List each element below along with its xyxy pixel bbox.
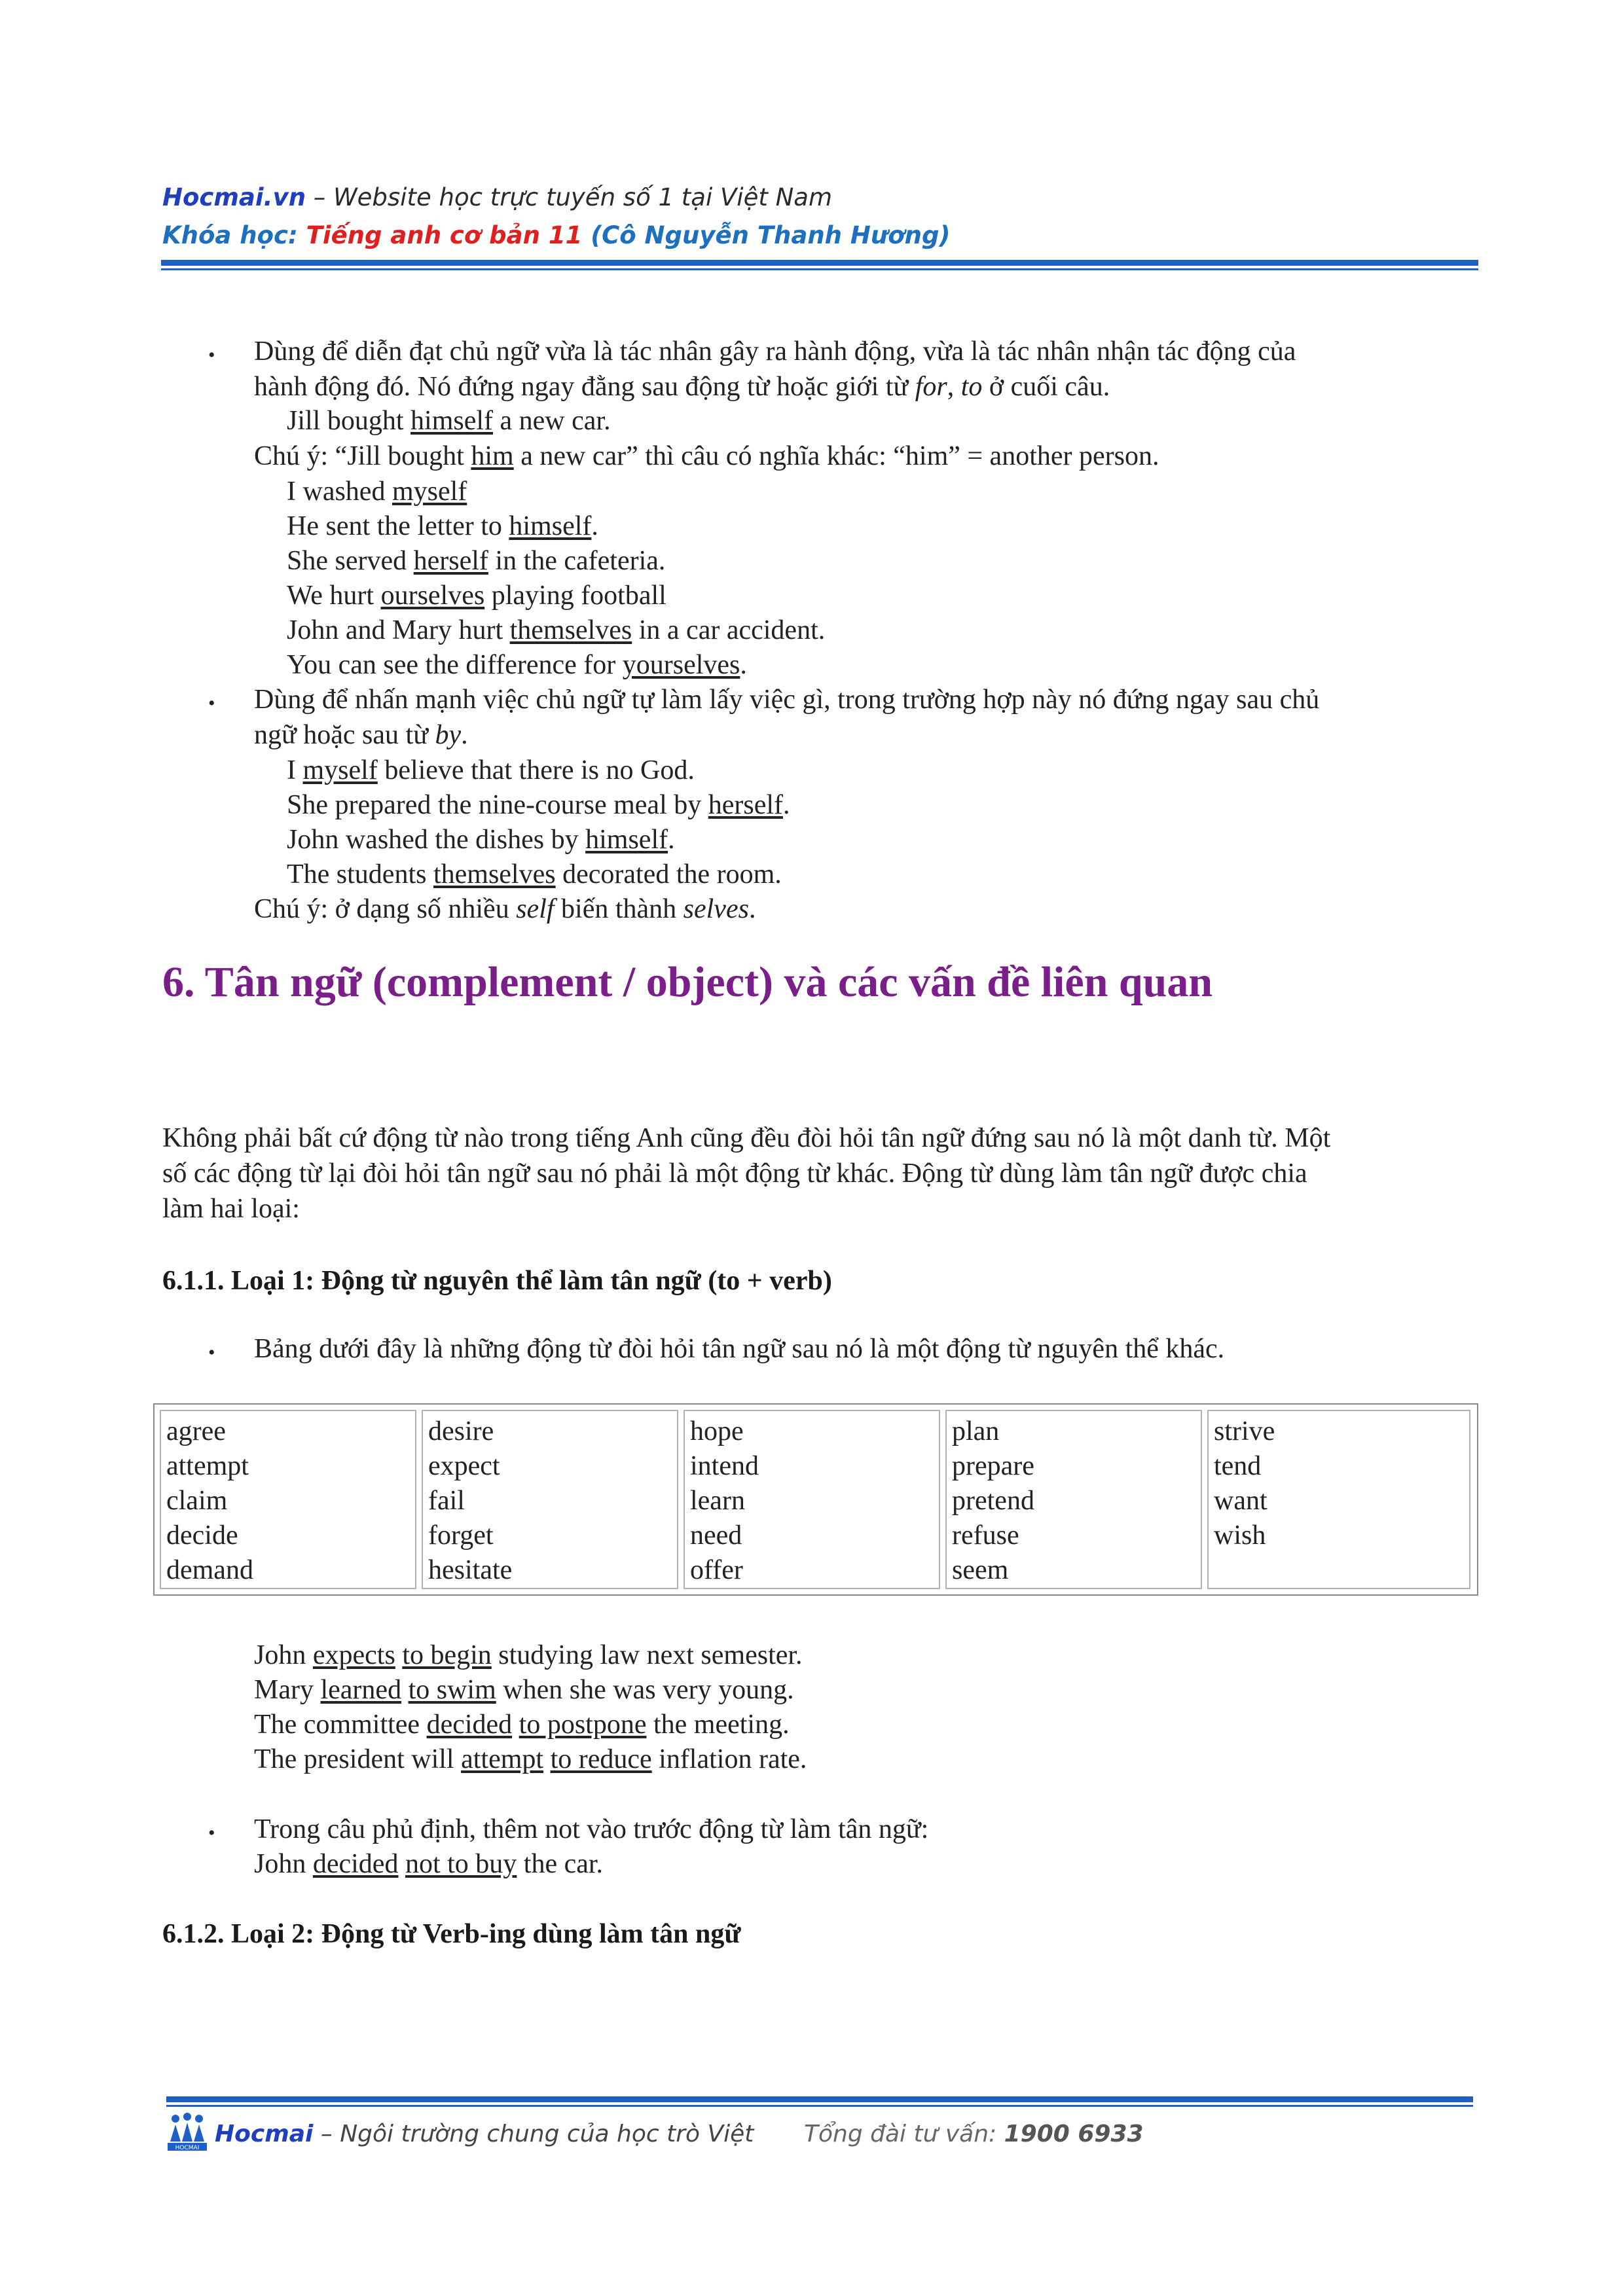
text-run: . [740, 650, 747, 680]
verb-cell: need [690, 1520, 742, 1551]
underlined-word: himself [585, 825, 668, 855]
underlined-verb: attempt [461, 1744, 544, 1774]
text-run: The president will [254, 1744, 462, 1774]
section-6-heading: 6. Tân ngữ (complement / object) và các vấn đề liên quan [162, 958, 1213, 1006]
verb-cell: forget [428, 1520, 494, 1551]
underlined-infinitive: to swim [408, 1675, 496, 1705]
underlined-word: herself [413, 546, 488, 576]
intro-line-3: làm hai loại: [162, 1194, 300, 1224]
verb-cell: offer [690, 1555, 743, 1585]
bullet2-line1: Dùng để nhấn mạnh việc chủ ngữ tự làm lấy việc gì, trong trường hợp này nó đứng ngay sau chủ [254, 685, 1320, 715]
logo-text: HOCMAI [175, 2145, 200, 2151]
footer-brand: Hocmai [215, 2121, 314, 2147]
underlined-word: myself [302, 755, 378, 785]
verb-cell: hesitate [428, 1555, 513, 1585]
text-run: . [783, 790, 790, 820]
verb-column [1207, 1410, 1470, 1589]
verb-cell: refuse [952, 1520, 1019, 1551]
italic-for: for [915, 372, 947, 402]
text-run: I washed [287, 476, 392, 507]
text-run: Jill bought [287, 406, 411, 436]
underlined-verb: learned [320, 1675, 402, 1705]
header-course-name: Tiếng anh cơ bản 11 [306, 221, 583, 249]
verb-cell: expect [428, 1451, 500, 1481]
header-line-1 [162, 183, 832, 211]
text-run [395, 1640, 403, 1670]
verb-cell: learn [690, 1486, 745, 1516]
text-run: John [254, 1849, 313, 1879]
bullet-icon: • [208, 692, 215, 714]
text-run: John and Mary hurt [287, 615, 510, 645]
note-2 [254, 895, 756, 923]
verb-cell: strive [1214, 1416, 1275, 1446]
verb-cell: tend [1214, 1451, 1262, 1481]
text-run: . [461, 720, 468, 750]
text-run: playing football [484, 581, 666, 611]
text-run: decorated the room. [555, 859, 782, 889]
underlined-verb: decided [312, 1849, 399, 1879]
verb-column [684, 1410, 940, 1589]
header-rule-thin [161, 268, 1478, 270]
underlined-word: himself [509, 511, 592, 541]
verb-cell: pretend [952, 1486, 1034, 1516]
underlined-word: himself [410, 406, 494, 436]
hotline-label: Tổng đài tư vấn: [804, 2121, 1004, 2147]
text-run: inflation rate. [651, 1744, 807, 1774]
underlined-word: yourselves [622, 650, 740, 680]
text-run [543, 1744, 551, 1774]
verb-column [422, 1410, 678, 1589]
underlined-infinitive: to postpone [519, 1710, 647, 1740]
example-2 [287, 478, 467, 505]
underlined-infinitive: to begin [402, 1640, 492, 1670]
text-run: the meeting. [646, 1710, 790, 1740]
verb-cell: prepare [952, 1451, 1034, 1481]
underlined-word: themselves [433, 859, 556, 889]
footer-left [215, 2121, 754, 2147]
example-8 [287, 757, 695, 784]
example-16 [254, 1850, 603, 1878]
verb-cell: decide [166, 1520, 238, 1551]
text-run: She served [287, 546, 414, 576]
header-line-2 [162, 221, 950, 249]
verb-cell: intend [690, 1451, 759, 1481]
verb-column [945, 1410, 1202, 1589]
bullet3-text: Bảng dưới đây là những động từ đòi hỏi tân ngữ sau nó là một động từ nguyên thể khác. [254, 1334, 1225, 1364]
underlined-word: myself [392, 476, 467, 507]
text-run: hành động đó. Nó đứng ngay đằng sau động từ hoặc giới từ [254, 372, 915, 402]
text-run: John [254, 1640, 313, 1670]
example-12 [254, 1641, 803, 1669]
text-run [512, 1710, 519, 1740]
header-brand: Hocmai.vn [162, 183, 306, 211]
text-run: , [947, 372, 961, 402]
underlined-verb: decided [426, 1710, 513, 1740]
text-run: Chú ý: “Jill bought [254, 441, 471, 471]
bullet-icon: • [208, 1342, 215, 1363]
text-run: a new car. [493, 406, 611, 436]
text-run: ở cuối câu. [982, 372, 1110, 402]
example-6 [287, 617, 825, 644]
text-run: believe that there is no God. [377, 755, 695, 785]
text-run: Chú ý: ở dạng số nhiều [254, 894, 517, 924]
example-10 [287, 826, 675, 853]
text-run: . [591, 511, 598, 541]
text-run: The committee [254, 1710, 427, 1740]
header-course-label: Khóa học: [162, 221, 306, 249]
example-11 [287, 861, 782, 888]
verb-cell: attempt [166, 1451, 249, 1481]
text-run [401, 1675, 409, 1705]
verb-cell: demand [166, 1555, 253, 1585]
underlined-word: herself [708, 790, 784, 820]
verb-cell: fail [428, 1486, 465, 1516]
italic-selves: selves [683, 894, 749, 924]
text-run [398, 1849, 405, 1879]
underlined-verb: expects [312, 1640, 395, 1670]
example-4 [287, 547, 665, 575]
text-run: when she was very young. [496, 1675, 794, 1705]
underlined-word: ourselves [380, 581, 485, 611]
subheading-6-1-2: 6.1.2. Loại 2: Động từ Verb-ing dùng làm tân ngữ [162, 1919, 741, 1949]
italic-to: to [960, 372, 983, 402]
header-rule-thick [161, 260, 1478, 266]
text-run: He sent the letter to [287, 511, 509, 541]
text-run: We hurt [287, 581, 381, 611]
bullet-icon: • [208, 344, 215, 366]
text-run: . [748, 894, 756, 924]
text-run: the car. [517, 1849, 604, 1879]
footer-rule-thin [166, 2105, 1473, 2107]
footer-rule-thick [166, 2096, 1473, 2102]
text-run: in a car accident. [632, 615, 826, 645]
bullet-icon: • [208, 1822, 215, 1844]
example-9 [287, 791, 790, 819]
example-15 [254, 1746, 807, 1773]
verb-column [160, 1410, 416, 1589]
text-run: a new car” thì câu có nghĩa khác: “him” = another person. [513, 441, 1159, 471]
underlined-word: themselves [509, 615, 632, 645]
header-teacher: (Cô Nguyễn Thanh Hương) [582, 221, 951, 249]
header-tagline: – Website học trực tuyến số 1 tại Việt Nam [306, 183, 833, 211]
text-run: John washed the dishes by [287, 825, 586, 855]
underlined-infinitive: not to buy [405, 1849, 517, 1879]
example-7 [287, 651, 747, 679]
intro-line-1: Không phải bất cứ động từ nào trong tiếng Anh cũng đều đòi hỏi tân ngữ đứng sau nó là một danh từ. Một [162, 1123, 1331, 1153]
italic-self: self [516, 894, 555, 924]
verb-cell: wish [1214, 1520, 1266, 1551]
text-run: I [287, 755, 303, 785]
note-1 [254, 442, 1159, 470]
text-run: You can see the difference for [287, 650, 623, 680]
example-13 [254, 1676, 794, 1704]
verb-cell: claim [166, 1486, 228, 1516]
bullet1-line2 [254, 373, 1110, 401]
intro-line-2: số các động từ lại đòi hỏi tân ngữ sau nó phải là một động từ khác. Động từ dùng làm tân ngữ được chia [162, 1158, 1307, 1189]
text-run: studying law next semester. [491, 1640, 803, 1670]
footer-hotline [804, 2121, 1144, 2147]
example-14 [254, 1711, 790, 1738]
text-run: biến thành [554, 894, 684, 924]
verb-cell: plan [952, 1416, 1000, 1446]
text-run: She prepared the nine-course meal by [287, 790, 708, 820]
verb-cell: hope [690, 1416, 744, 1446]
bullet1-line1: Dùng để diễn đạt chủ ngữ vừa là tác nhân gây ra hành động, vừa là tác nhân nhận tác động của [254, 336, 1296, 367]
underlined-infinitive: to reduce [550, 1744, 652, 1774]
text-run: ngữ hoặc sau từ [254, 720, 435, 750]
verb-cell: agree [166, 1416, 226, 1446]
footer-slogan: – Ngôi trường chung của học trò Việt [313, 2121, 754, 2147]
text-run: The students [287, 859, 433, 889]
text-run: Mary [254, 1675, 321, 1705]
hotline-number: 1900 6933 [1004, 2121, 1144, 2147]
bullet4-text: Trong câu phủ định, thêm not vào trước động từ làm tân ngữ: [254, 1814, 929, 1844]
hocmai-logo-icon [166, 2113, 208, 2152]
subheading-6-1-1: 6.1.1. Loại 1: Động từ nguyên thể làm tân ngữ (to + verb) [162, 1266, 832, 1296]
text-run: in the cafeteria. [488, 546, 666, 576]
verb-table [153, 1403, 1478, 1596]
italic-by: by [435, 720, 462, 750]
verb-cell: desire [428, 1416, 494, 1446]
example-5 [287, 582, 666, 609]
text-run: . [668, 825, 675, 855]
verb-cell: seem [952, 1555, 1009, 1585]
bullet2-line2 [254, 721, 468, 749]
example-3 [287, 512, 598, 540]
example-jill [287, 407, 611, 435]
verb-cell: want [1214, 1486, 1267, 1516]
underlined-word: him [471, 441, 514, 471]
